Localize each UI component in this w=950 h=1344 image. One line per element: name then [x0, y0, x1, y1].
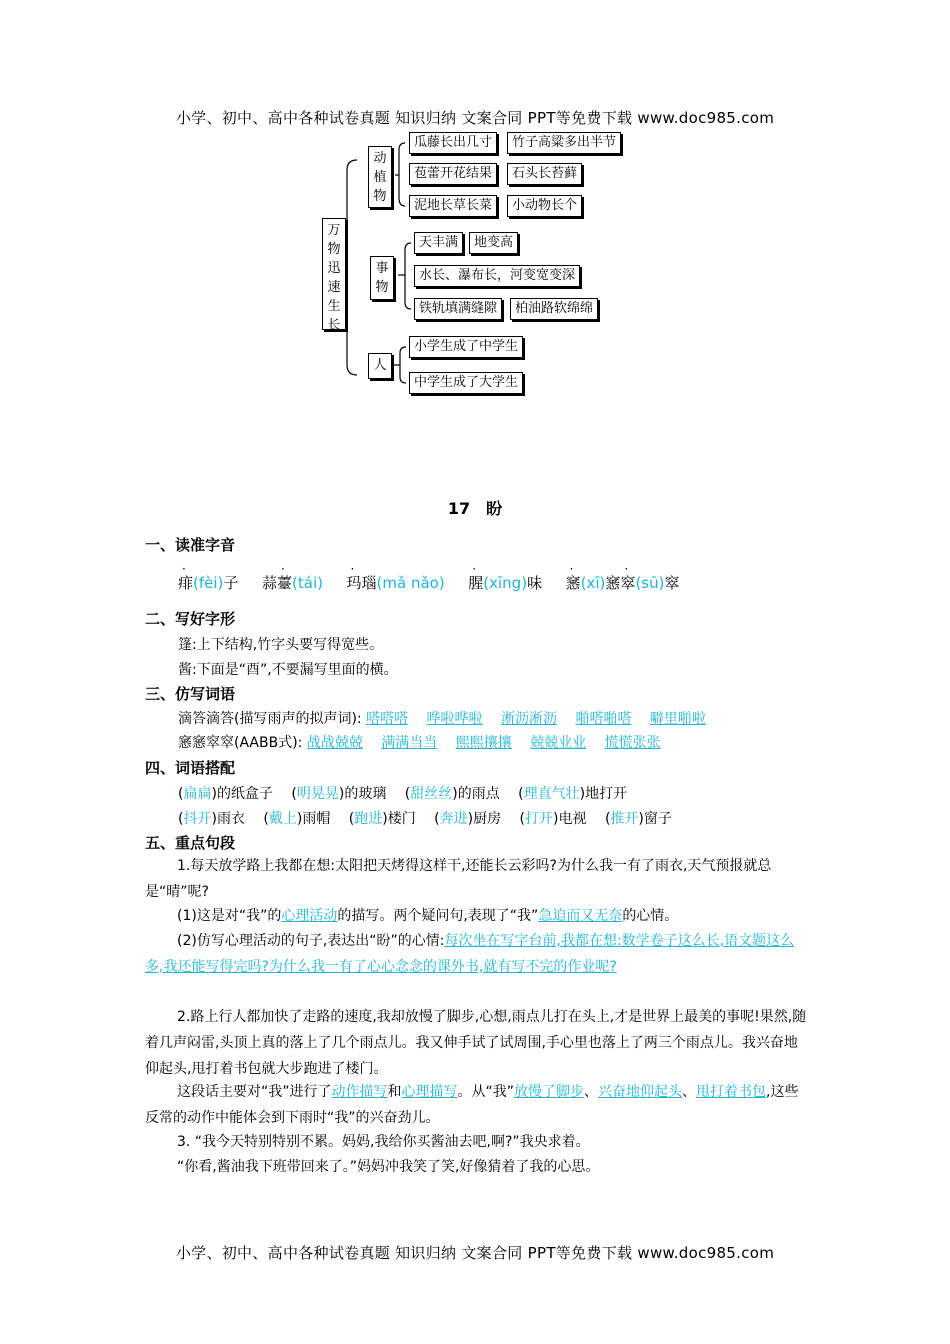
page-footer: 小学、初中、高中各种试卷真题 知识归纳 文案合同 PPT等免费下载 www.doc985.com — [175, 1244, 775, 1262]
diagram-item: 柏油路软绵绵 — [510, 298, 598, 320]
section-title: 四、词语搭配 — [145, 759, 236, 777]
text-line: (扁扁)的纸盒子 (明晃晃)的玻璃 (甜丝丝)的雨点 (理直气壮)地打开 — [178, 786, 628, 802]
paragraph: 2.路上行人都加快了走路的速度,我却放慢了脚步,心想,雨点儿打在头上,才是世界上最美的事呢!果然,随着几声闷雷,头顶上真的落上了几个雨点儿。我又伸手试了试周围,手心里也落上了两三个雨点儿。我兴奋地仰起头,甩打着书包就大步跑进了楼门。 — [145, 1009, 807, 1077]
diagram-item: 瓜藤长出几寸 — [409, 132, 497, 154]
diagram-item: 苞蕾开花结果 — [409, 163, 497, 185]
paragraph: 这段话主要对“我”进行了动作描写和心理描写。从“我”放慢了脚步、兴奋地仰起头、甩打着书包,这些反常的动作中能体会到下雨时“我”的兴奋劲儿。 — [145, 1084, 799, 1126]
group-label-people: 人 — [368, 353, 392, 379]
diagram-item: 水长、瀑布长，河变宽变深 — [414, 265, 580, 287]
paragraph: (1)这是对“我”的心理活动的描写。两个疑问句,表现了“我”急迫而又无奈的心情。 — [177, 908, 679, 924]
diagram-item: 小学生成了中学生 — [409, 336, 523, 358]
text-line: (抖开)雨衣 (戴上)雨帽 (跑进)楼门 (奔进)厨房 (打开)电视 (推开)窗子 — [178, 811, 672, 827]
diagram-item: 竹子高粱多出半节 — [507, 132, 621, 154]
diagram-item: 泥地长草长菜 — [409, 195, 497, 217]
lesson-title: 17 盼 — [447, 499, 503, 518]
text-line: 滴答滴答(描写雨声的拟声词): 嗒嗒嗒 哗啦哗啦 淅沥淅沥 啪嗒啪嗒 噼里啪啦 — [178, 711, 706, 727]
diagram-item: 中学生成了大学生 — [409, 372, 523, 394]
paragraph: (2)仿写心理活动的句子,表达出“盼”的心情:每次坐在写字台前,我都在想:数学卷子这么长,语文题这么多,我还能写得完吗?为什么我一有了心心念念的课外书,就有写不完的作业呢? — [145, 933, 795, 975]
group-label-things: 事物 — [370, 256, 394, 300]
section-title: 五、重点句段 — [145, 834, 236, 852]
diagram-root: 万物迅速生长 — [322, 218, 346, 330]
paragraph: “你看,酱油我下班带回来了。”妈妈冲我笑了笑,好像猜着了我的心思。 — [177, 1159, 600, 1175]
text-line: 窸窸窣窣(AABB式): 战战兢兢 满满当当 熙熙攘攘 兢兢业业 慌慌张张 — [178, 735, 661, 751]
section-title: 二、写好字形 — [145, 610, 236, 628]
diagram-item: 小动物长个 — [507, 195, 582, 217]
diagram-item: 铁轨填满缝隙 — [414, 298, 502, 320]
section-title: 三、仿写词语 — [145, 685, 236, 703]
pinyin-line: 痱(fèi)子 蒜薹(tái) 玛瑙(mǎ nǎo) 腥(xīng)味 窸(xī)窸窣(sū)窣 — [178, 574, 680, 592]
paragraph: 1.每天放学路上我都在想:太阳把天烤得这样干,还能长云彩吗?为什么我一有了雨衣,天气预报就总是“晴”呢? — [145, 858, 772, 900]
diagram-item: 石头长苔藓 — [507, 163, 582, 185]
diagram-item: 地变高 — [469, 232, 518, 254]
diagram-item: 天丰满 — [414, 232, 463, 254]
text-line: 篷:上下结构,竹字头要写得宽些。 — [178, 637, 384, 653]
group-label-plants: 动植物 — [368, 146, 392, 208]
paragraph: 3. “我今天特别特别不累。妈妈,我给你买酱油去吧,啊?”我央求着。 — [177, 1134, 590, 1150]
section-title: 一、读准字音 — [145, 536, 236, 554]
page-header: 小学、初中、高中各种试卷真题 知识归纳 文案合同 PPT等免费下载 www.doc985.com — [175, 109, 775, 127]
text-line: 酱:下面是“酉”,不要漏写里面的横。 — [178, 662, 398, 678]
